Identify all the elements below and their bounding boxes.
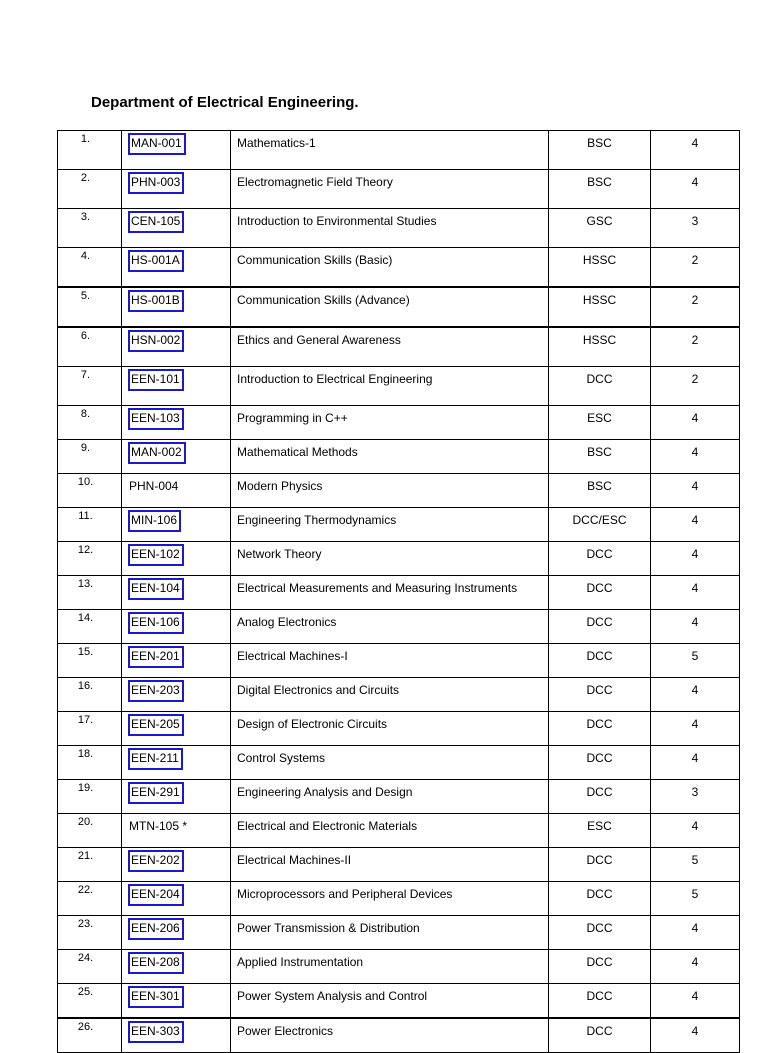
course-name: Communication Skills (Basic) xyxy=(231,248,549,288)
course-code-cell xyxy=(122,848,231,882)
course-category: BSC xyxy=(549,170,651,209)
course-credits: 4 xyxy=(651,576,740,610)
course-name: Analog Electronics xyxy=(231,610,549,644)
course-code-cell xyxy=(122,576,231,610)
course-name: Power Transmission & Distribution xyxy=(231,916,549,950)
course-category: HSSC xyxy=(549,248,651,288)
course-code-cell xyxy=(122,814,231,848)
course-name: Electrical Machines-I xyxy=(231,644,549,678)
row-number-cell xyxy=(58,209,122,248)
course-code-highlighted: EEN-211 xyxy=(128,748,183,770)
course-category: DCC/ESC xyxy=(549,508,651,542)
row-number: 3. xyxy=(80,211,91,223)
course-code-highlighted: CEN-105 xyxy=(128,211,184,233)
row-number: 8. xyxy=(80,408,91,420)
row-number: 5. xyxy=(80,290,91,302)
table-row xyxy=(58,474,740,508)
course-table xyxy=(57,130,740,1053)
row-number: 6. xyxy=(80,330,91,342)
course-credits: 4 xyxy=(651,746,740,780)
row-number-cell xyxy=(58,1018,122,1053)
table-row xyxy=(58,780,740,814)
course-code-cell xyxy=(122,712,231,746)
row-number: 18. xyxy=(77,748,94,760)
course-code-cell xyxy=(122,882,231,916)
course-code-cell xyxy=(122,209,231,248)
table-row xyxy=(58,1018,740,1053)
row-number: 16. xyxy=(77,680,94,692)
course-code-cell xyxy=(122,542,231,576)
course-name: Design of Electronic Circuits xyxy=(231,712,549,746)
course-code-cell xyxy=(122,1018,231,1053)
table-row xyxy=(58,610,740,644)
table-row xyxy=(58,170,740,209)
course-category: BSC xyxy=(549,440,651,474)
row-number-cell xyxy=(58,678,122,712)
course-category: ESC xyxy=(549,406,651,440)
course-name: Power Electronics xyxy=(231,1018,549,1053)
course-category: DCC xyxy=(549,576,651,610)
course-credits: 4 xyxy=(651,814,740,848)
table-row xyxy=(58,848,740,882)
course-code-highlighted: EEN-301 xyxy=(128,986,184,1008)
course-code-highlighted: EEN-201 xyxy=(128,646,184,668)
row-number-cell xyxy=(58,916,122,950)
course-category: GSC xyxy=(549,209,651,248)
course-name: Introduction to Environmental Studies xyxy=(231,209,549,248)
row-number-cell xyxy=(58,287,122,327)
course-code-highlighted: PHN-003 xyxy=(128,172,184,194)
course-credits: 2 xyxy=(651,248,740,288)
course-code-highlighted: EEN-106 xyxy=(128,612,184,634)
row-number-cell xyxy=(58,474,122,508)
table-row xyxy=(58,984,740,1019)
course-category: DCC xyxy=(549,712,651,746)
course-name: Ethics and General Awareness xyxy=(231,327,549,367)
row-number: 19. xyxy=(77,782,94,794)
course-code-cell xyxy=(122,327,231,367)
course-credits: 4 xyxy=(651,440,740,474)
course-code-cell xyxy=(122,746,231,780)
course-code-highlighted: EEN-208 xyxy=(128,952,184,974)
course-category: HSSC xyxy=(549,287,651,327)
course-code: PHN-004 xyxy=(129,479,179,493)
row-number: 7. xyxy=(80,369,91,381)
course-name: Electrical Measurements and Measuring Instruments xyxy=(231,576,549,610)
course-code-cell xyxy=(122,780,231,814)
course-credits: 4 xyxy=(651,610,740,644)
row-number: 10. xyxy=(77,476,94,488)
course-category: DCC xyxy=(549,780,651,814)
row-number: 14. xyxy=(77,612,94,624)
course-credits: 4 xyxy=(651,542,740,576)
course-name: Electrical Machines-II xyxy=(231,848,549,882)
course-credits: 5 xyxy=(651,644,740,678)
course-name: Digital Electronics and Circuits xyxy=(231,678,549,712)
course-name: Control Systems xyxy=(231,746,549,780)
course-category: BSC xyxy=(549,474,651,508)
table-row xyxy=(58,882,740,916)
course-category: HSSC xyxy=(549,327,651,367)
course-code-highlighted: EEN-205 xyxy=(128,714,184,736)
course-code-highlighted: EEN-204 xyxy=(128,884,184,906)
course-name: Applied Instrumentation xyxy=(231,950,549,984)
course-code-cell xyxy=(122,367,231,406)
table-row xyxy=(58,746,740,780)
table-row xyxy=(58,678,740,712)
row-number-cell xyxy=(58,327,122,367)
table-row xyxy=(58,440,740,474)
course-name: Mathematics-1 xyxy=(231,131,549,170)
course-credits: 5 xyxy=(651,848,740,882)
course-code-highlighted: EEN-291 xyxy=(128,782,184,804)
course-credits: 2 xyxy=(651,367,740,406)
course-category: DCC xyxy=(549,916,651,950)
course-name: Network Theory xyxy=(231,542,549,576)
course-code-highlighted: EEN-202 xyxy=(128,850,184,872)
course-code-cell xyxy=(122,131,231,170)
table-row xyxy=(58,406,740,440)
course-credits: 4 xyxy=(651,678,740,712)
course-category: DCC xyxy=(549,678,651,712)
row-number: 20. xyxy=(77,816,94,828)
row-number: 12. xyxy=(77,544,94,556)
course-credits: 4 xyxy=(651,131,740,170)
course-code-highlighted: HS-001B xyxy=(128,290,184,312)
course-credits: 4 xyxy=(651,916,740,950)
course-credits: 4 xyxy=(651,712,740,746)
course-code-cell xyxy=(122,170,231,209)
course-category: ESC xyxy=(549,814,651,848)
course-category: DCC xyxy=(549,984,651,1019)
row-number-cell xyxy=(58,814,122,848)
course-table-body xyxy=(58,131,740,1053)
course-code-cell xyxy=(122,406,231,440)
course-category: DCC xyxy=(549,542,651,576)
course-code: MTN-105 * xyxy=(129,819,188,833)
table-row xyxy=(58,209,740,248)
table-row xyxy=(58,950,740,984)
course-code-highlighted: EEN-303 xyxy=(128,1021,184,1043)
course-code-cell xyxy=(122,287,231,327)
row-number: 11. xyxy=(78,510,93,522)
course-code-cell xyxy=(122,678,231,712)
row-number-cell xyxy=(58,248,122,288)
course-category: DCC xyxy=(549,882,651,916)
row-number: 2. xyxy=(80,172,91,184)
row-number-cell xyxy=(58,610,122,644)
course-code-cell xyxy=(122,440,231,474)
course-code-cell xyxy=(122,248,231,288)
row-number: 9. xyxy=(80,442,91,454)
course-name: Communication Skills (Advance) xyxy=(231,287,549,327)
course-name: Modern Physics xyxy=(231,474,549,508)
course-name: Electrical and Electronic Materials xyxy=(231,814,549,848)
course-credits: 4 xyxy=(651,984,740,1019)
row-number-cell xyxy=(58,440,122,474)
course-credits: 3 xyxy=(651,209,740,248)
row-number: 1. xyxy=(80,133,91,145)
course-credits: 5 xyxy=(651,882,740,916)
course-code-highlighted: MAN-001 xyxy=(128,133,186,155)
course-code-cell xyxy=(122,644,231,678)
course-credits: 4 xyxy=(651,474,740,508)
course-code-highlighted: EEN-101 xyxy=(128,369,184,391)
table-row xyxy=(58,131,740,170)
row-number-cell xyxy=(58,576,122,610)
course-code-highlighted: HS-001A xyxy=(128,250,184,272)
course-code-cell xyxy=(122,508,231,542)
row-number-cell xyxy=(58,746,122,780)
course-name: Introduction to Electrical Engineering xyxy=(231,367,549,406)
page-title: Department of Electrical Engineering. xyxy=(91,94,359,111)
row-number: 22. xyxy=(77,884,94,896)
course-credits: 4 xyxy=(651,950,740,984)
course-code-cell xyxy=(122,474,231,508)
course-name: Electromagnetic Field Theory xyxy=(231,170,549,209)
course-credits: 4 xyxy=(651,508,740,542)
course-code-highlighted: MAN-002 xyxy=(128,442,186,464)
course-code-cell xyxy=(122,984,231,1019)
row-number-cell xyxy=(58,406,122,440)
row-number-cell xyxy=(58,712,122,746)
course-category: DCC xyxy=(549,610,651,644)
row-number: 13. xyxy=(77,578,94,590)
course-code-highlighted: EEN-102 xyxy=(128,544,184,566)
row-number: 4. xyxy=(80,250,91,262)
row-number: 17. xyxy=(77,714,94,726)
row-number: 21. xyxy=(77,850,94,862)
course-credits: 4 xyxy=(651,170,740,209)
course-code-highlighted: EEN-104 xyxy=(128,578,184,600)
row-number-cell xyxy=(58,644,122,678)
row-number-cell xyxy=(58,131,122,170)
course-name: Engineering Analysis and Design xyxy=(231,780,549,814)
course-code-highlighted: EEN-103 xyxy=(128,408,184,430)
course-category: DCC xyxy=(549,950,651,984)
course-category: DCC xyxy=(549,1018,651,1053)
course-credits: 2 xyxy=(651,327,740,367)
course-name: Programming in C++ xyxy=(231,406,549,440)
course-credits: 4 xyxy=(651,406,740,440)
table-row xyxy=(58,712,740,746)
course-name: Engineering Thermodynamics xyxy=(231,508,549,542)
course-credits: 2 xyxy=(651,287,740,327)
course-category: DCC xyxy=(549,367,651,406)
course-code-highlighted: EEN-206 xyxy=(128,918,184,940)
course-category: DCC xyxy=(549,746,651,780)
course-code-cell xyxy=(122,610,231,644)
table-row xyxy=(58,542,740,576)
row-number: 24. xyxy=(77,952,94,964)
row-number: 25. xyxy=(77,986,94,998)
row-number-cell xyxy=(58,882,122,916)
table-row xyxy=(58,644,740,678)
row-number-cell xyxy=(58,950,122,984)
row-number-cell xyxy=(58,780,122,814)
course-code-highlighted: HSN-002 xyxy=(128,330,184,352)
course-category: DCC xyxy=(549,644,651,678)
table-row xyxy=(58,814,740,848)
course-credits: 3 xyxy=(651,780,740,814)
table-row xyxy=(58,367,740,406)
table-row xyxy=(58,916,740,950)
course-credits: 4 xyxy=(651,1018,740,1053)
course-name: Microprocessors and Peripheral Devices xyxy=(231,882,549,916)
course-code-cell xyxy=(122,916,231,950)
table-row xyxy=(58,287,740,327)
row-number-cell xyxy=(58,170,122,209)
table-row xyxy=(58,576,740,610)
row-number: 26. xyxy=(77,1021,94,1033)
course-category: BSC xyxy=(549,131,651,170)
table-row xyxy=(58,508,740,542)
row-number-cell xyxy=(58,367,122,406)
table-row xyxy=(58,248,740,288)
row-number: 23. xyxy=(77,918,94,930)
row-number: 15. xyxy=(77,646,94,658)
row-number-cell xyxy=(58,848,122,882)
course-code-highlighted: MIN-106 xyxy=(128,510,181,532)
table-row xyxy=(58,327,740,367)
course-category: DCC xyxy=(549,848,651,882)
course-name: Power System Analysis and Control xyxy=(231,984,549,1019)
course-name: Mathematical Methods xyxy=(231,440,549,474)
row-number-cell xyxy=(58,542,122,576)
row-number-cell xyxy=(58,984,122,1019)
course-code-highlighted: EEN-203 xyxy=(128,680,184,702)
row-number-cell xyxy=(58,508,122,542)
course-code-cell xyxy=(122,950,231,984)
